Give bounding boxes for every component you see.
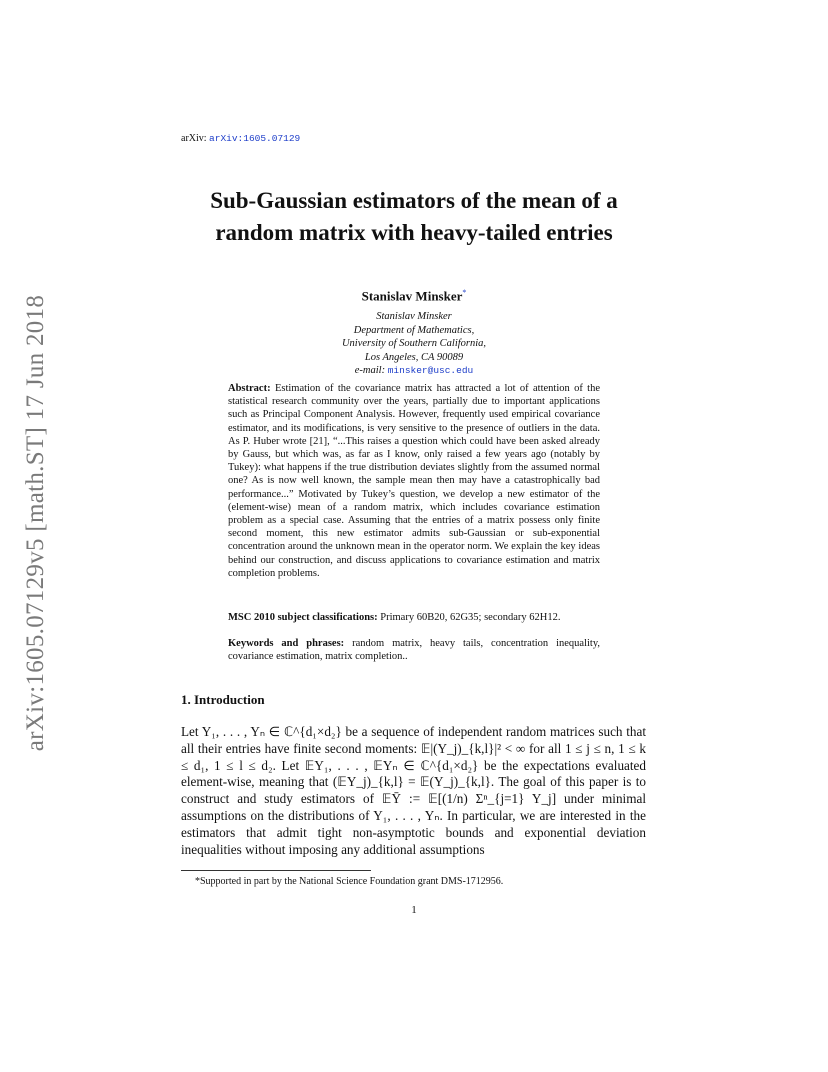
affiliation-city: Los Angeles, CA 90089 — [364, 351, 464, 363]
msc-label: MSC 2010 subject classifications: — [228, 612, 378, 623]
arxiv-header — [181, 133, 300, 144]
email-link[interactable]: minsker@usc.edu — [387, 365, 474, 376]
arxiv-header-prefix: arXiv: — [181, 133, 210, 144]
affiliation — [180, 310, 648, 378]
page-number: 1 — [411, 904, 417, 916]
author-line — [180, 288, 648, 304]
keywords — [228, 637, 600, 663]
keywords-label: Keywords and phrases: — [228, 638, 345, 649]
keywords-text: random matrix, heavy tails, concentration inequality, covariance estimation, matrix completion.. — [228, 638, 601, 663]
arxiv-link[interactable]: arXiv:1605.07129 — [209, 133, 301, 144]
abstract — [228, 382, 600, 580]
paper-title: Sub-Gaussian estimators of the mean of a random matrix with heavy-tailed entries — [210, 188, 618, 245]
abstract-label: Abstract: — [228, 383, 271, 394]
author-footnote-mark[interactable]: * — [462, 288, 467, 297]
arxiv-side-stamp-text: arXiv:1605.07129v5 [math.ST] 17 Jun 2018 — [22, 294, 49, 752]
author-name: Stanislav Minsker — [361, 288, 463, 304]
affiliation-dept: Department of Mathematics, — [353, 324, 475, 336]
intro-paragraph: Let Y₁, . . . , Yₙ ∈ ℂ^{d₁×d₂} be a sequence of independent random matrices such that all their entries have finite second moments: 𝔼|(Y_j)_{k,l}|² < ∞ for all 1 ≤ j ≤ n, 1 ≤ k ≤ d₁, 1 ≤ l ≤ d₂. Let 𝔼Y₁, . . . , 𝔼Yₙ ∈ ℂ^{d₁×d₂} be the expectations evaluated element-wise, meaning that (𝔼Y_j)_{k,l} = 𝔼(Y_j)_{k,l}. The goal of this paper is to construct and study estimators of 𝔼Ȳ := 𝔼[(1/n) Σⁿ_{j=1} Y_j] under minimal assumptions on the distributions of Y₁, . . . , Yₙ. In particular, we are interested in the estimators that admit tight non-asymptotic bounds and exponential deviation inequalities without imposing any additional assumptions — [181, 724, 646, 857]
footnote-rule — [181, 870, 371, 871]
affiliation-name: Stanislav Minsker — [376, 311, 452, 322]
section-heading: 1. Introduction — [181, 692, 265, 707]
abstract-text: Estimation of the covariance matrix has attracted a lot of attention of the statistical research community over the years, partially due to important applications such as Principal Component Analysis. However, frequently used empirical covariance estimator, and its modifications, is very sensitive to the presence of outliers in the data. As P. Huber wrote [21], “...This raises a question which could have been asked already by Gauss, but which was, as far as I know, only raised a few years ago (notably by Tukey): what happens if the true distribution deviates slightly from the assumed normal one? As is now well known, the sample mean then may have a catastrophically bad performance...” Motivated by Tukey’s question, we develop a new estimator of the (element-wise) mean of a random matrix, which includes covariance estimation problem as a special case. Assuming that the entries of a matrix possess only finite second moment, this new estimator admits sub-Gaussian or sub-exponential concentration around the unknown mean in the operator norm. We explain the key ideas behind our construction, and discuss applications to covariance estimation and matrix completion problems. — [228, 383, 601, 579]
footnote: *Supported in part by the National Science Foundation grant DMS-1712956. — [195, 876, 504, 887]
email-label: e-mail: — [354, 365, 388, 376]
msc-text: Primary 60B20, 62G35; secondary 62H12. — [380, 612, 561, 623]
msc-classifications — [228, 611, 600, 624]
arxiv-side-stamp — [18, 268, 54, 778]
affiliation-email-line — [180, 364, 648, 378]
affiliation-univ: University of Southern California, — [341, 338, 487, 349]
